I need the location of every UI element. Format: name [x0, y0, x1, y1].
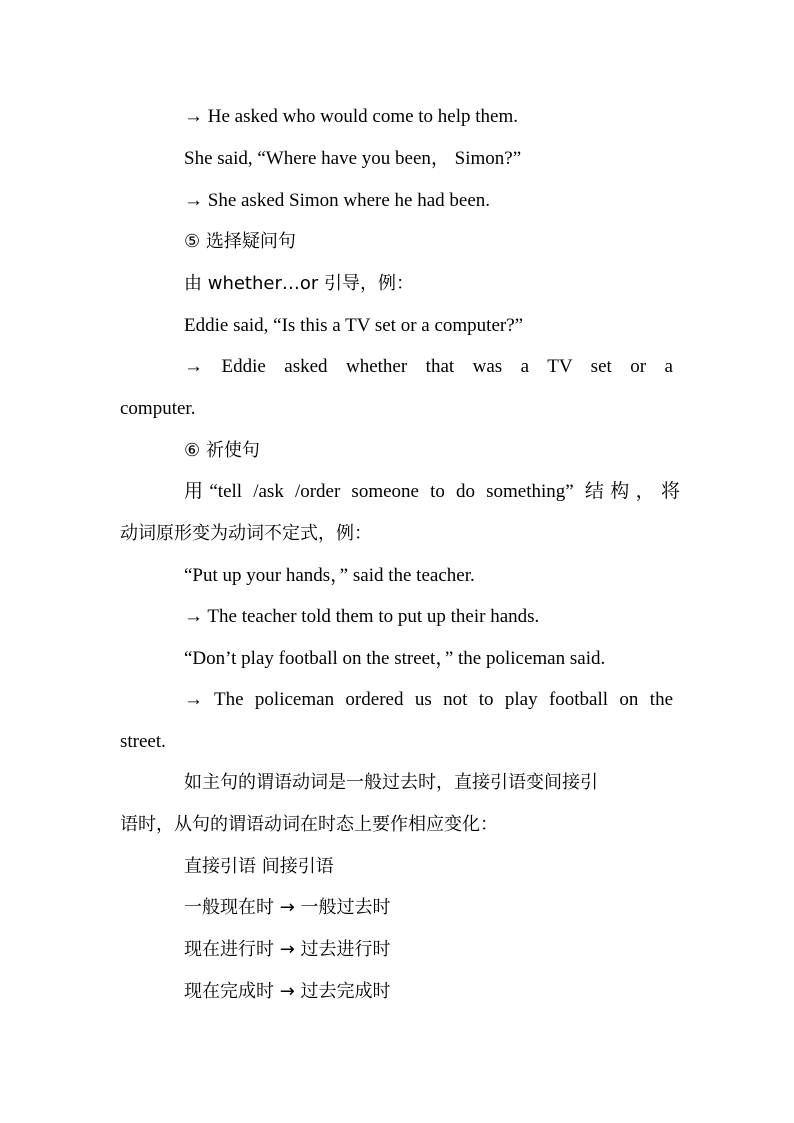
text-line-12: “Put up your hands，” said the teacher.	[184, 565, 475, 586]
text-line-10: 用“tell /ask /order someone to do something” 结构，将	[184, 481, 680, 502]
text-line-1: → He asked who would come to help them.	[184, 106, 519, 127]
text-line-7: → Eddie asked whether that was a TV set or a	[184, 356, 673, 377]
text-line-11: 动词原形变为动词不定式，例：	[120, 523, 372, 544]
section-heading-alternative-questions: ⑤ 选择疑问句	[184, 231, 296, 252]
text-line-18: 语时，从句的谓语动词在时态上要作相应变化：	[120, 814, 498, 835]
text-line-2: She said, “Where have you been， Simon?”	[184, 148, 522, 169]
section-heading-imperatives: ⑥ 祈使句	[184, 440, 260, 461]
text-line-15: → The policeman ordered us not to play football on the	[184, 689, 673, 710]
text-line-3: → She asked Simon where he had been.	[184, 190, 491, 211]
tense-row-1: 一般现在时 → 一般过去时	[184, 897, 391, 918]
text-line-8: computer.	[120, 398, 196, 419]
text-line-6: Eddie said, “Is this a TV set or a computer?”	[184, 315, 524, 336]
text-line-17: 如主句的谓语动词是一般过去时，直接引语变间接引	[184, 772, 598, 793]
text-line-14: “Don’t play football on the street，” the policeman said.	[184, 648, 606, 669]
text-line-16: street.	[120, 731, 166, 752]
tense-row-3: 现在完成时 → 过去完成时	[184, 981, 391, 1002]
tense-row-2: 现在进行时 → 过去进行时	[184, 939, 391, 960]
text-line-5: 由 whether…or 引导，例：	[184, 273, 415, 294]
tense-table-header: 直接引语 间接引语	[184, 856, 334, 877]
text-line-13: → The teacher told them to put up their hands.	[184, 606, 540, 627]
